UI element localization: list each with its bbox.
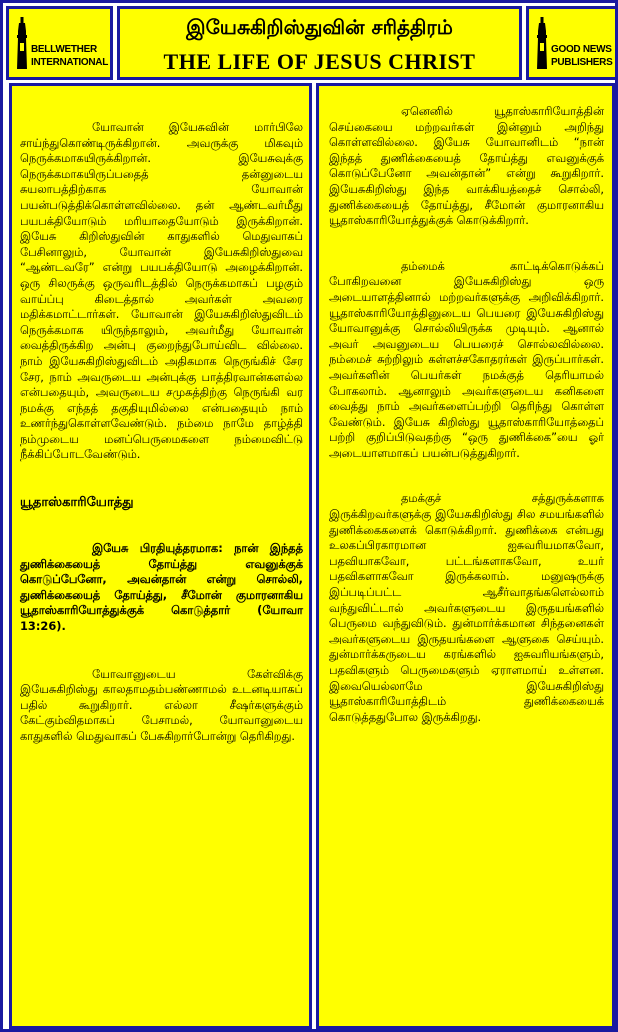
right-column xyxy=(316,83,615,1029)
left-column xyxy=(9,83,312,1029)
page-title-english: THE LIFE OF JESUS CHRIST xyxy=(163,49,476,74)
good-news-logo xyxy=(535,17,612,69)
bellwether-logo xyxy=(15,17,108,69)
section-heading: யூதாஸ்காரியோத்து xyxy=(20,495,134,511)
bell-tower-icon xyxy=(535,17,549,69)
logo-line-1: BELLWETHER xyxy=(31,44,97,55)
logo-line-2: INTERNATIONAL xyxy=(31,57,109,68)
paragraph: யோவானுடைய கேள்விக்கு இயேசுகிறிஸ்து காலதாமதம்பண்ணாமல் உடனடியாகப் பதில் கூறுகிறார். எல்லா சீஷர்களுக்கும் கேட்கும்விதமாகப் பேசாமல், யோவானுடைய காதுகளில் மெதுவாகப் பேசுகிறார்போன்று தெரிகிறது. xyxy=(20,666,303,743)
scripture-quote: இயேசு பிரதியுத்தரமாக: நான் இந்தத் துணிக்கையைத் தோய்த்து எவனுக்குக் கொடுப்பேனோ, அவன்தான் என்று சொல்லி, துணிக்கையைத் தோய்த்து, சீமோன் குமாரனாகிய யூதாஸ்காரியோத்துக்குக் கொடுத்தார் (யோவா 13:26). xyxy=(20,541,303,634)
title-box xyxy=(117,6,522,80)
bell-tower-icon xyxy=(15,17,29,69)
paragraph: தம்மைக் காட்டிக்கொடுக்கப் போகிறவனை இயேசுகிறிஸ்து ஒரு அடையாளத்தினால் மற்றவர்களுக்கு அறிவிக்கிறார். யூதாஸ்காரியோத்தினுடைய பெயரை இயேசுகிறிஸ்து யோவானுக்கு சொல்லியிருக்க முடியும். ஆனால் அவர் அவனுடைய பெயரைச் சொல்லவில்லை. நம்மைச் சுற்றிலும் கள்ளச்சகோதரர்கள் இருப்பார்கள். அவர்களின் பெயர்கள் நமக்குத் தெரியாமல் போகலாம். ஆனாலும் அவர்களுடைய கனிகளை வைத்து நாம் அவர்களைப்பற்றி தெரிந்து கொள்ள வேண்டும். இயேசு கிறிஸ்து யூதாஸ்காரியோத்தைப் பற்றி குறிப்பிடுவதற்கு “ஒரு துணிக்கை”யை ஓர் அடையாளமாகப் பயன்படுத்துகிறார். xyxy=(329,258,604,460)
header xyxy=(6,6,618,80)
paragraph: யோவான் இயேசுவின் மார்பிலே சாய்ந்துகொண்டிருக்கிறான். அவருக்கு மிகவும் நெருக்கமாகயிருக்கிறான். இயேசுவுக்கு நெருக்கமாகயிருப்பதைத் தன்னுடைய சுயலாபத்திற்காக யோவான் பயன்படுத்திக்கொள்ளவில்லை. தன் ஆண்டவர்மீது பயபக்தியோடும் மரியாதையோடும் இருக்கிறான். இயேசு கிறிஸ்துவின் காதுகளில் மெதுவாகப் பேசினாலும், யோவான் இயேசுகிறிஸ்துவை “ஆண்டவரே” என்று பயபக்தியோடு அழைக்கிறான். ஒரு சிலருக்கு ஒருவரிடத்தில் நெருக்கமாகப் பழகும் வாய்ப்பு கிடைத்தால் அவர்கள் அவரை மதிக்கமாட்டார்கள். யோவான் இயேசுகிறிஸ்துவிடம் நெருக்கமாக யிருந்தாலும், அவர்மீது யோவான் வைத்திருக்கிற அன்பு குறைந்துபோய்விட வில்லை. நாம் இயேசுகிறிஸ்துவிடம் அதிகமாக நெருங்கிச் சேர சேர, நாம் அவருடைய அன்புக்கு பாத்திரவான்களல்ல என்பதையும், அவருடைய சமுகத்திற்கு நெருங்கி வர நமக்கு எந்தத் தகுதியுமில்லை என்பதையும் நாம் உணர்ந்துகொள்ளவேண்டும். நம்மை நாமே தாழ்த்தி நம்முடைய மனப்பெருமைகளை நம்மைவிட்டு நீக்கிப்போடவேண்டும். xyxy=(20,120,303,462)
paragraph: ஏனெனில் யூதாஸ்காரியோத்தின் செய்கையை மற்றவர்கள் இன்னும் அறிந்து கொள்ளவில்லை. இயேசு யோவானிடம் “நான் இந்தத் துணிக்கையைத் தோய்த்து எவனுக்குக் கொடுப்பேனோ அவன்தான்” என்று கூறுகிறார். இயேசுகிறிஸ்து இந்த வாக்கியத்தைச் சொல்லி, துணிக்கையைத் தோய்த்து, சீமோன் குமாரனாகிய யூதாஸ்காரியோத்துக்குக் கொடுக்கிறார். xyxy=(329,104,604,228)
paragraph: தமக்குச் சத்துருக்களாக இருக்கிறவர்களுக்கு இயேசுகிறிஸ்து சில சமயங்களில் துணிக்கைகளைக் கொடுக்கிறார். துணிக்கை என்பது உலகப்பிரகாரமான ஐசுவரியமாகவோ, பதவியாகவோ, பட்டங்களாகவோ, உயர் பதவிகளாகவோ இருக்கலாம். மனுஷருக்கு இப்படிப்பட்ட ஆசீர்வாதங்களெல்லாம் வந்துவிட்டால் அவர்களுடைய இருதயங்களில் பெருமை வந்துவிடும். துன்மார்க்கமான சிந்தனைகள் அவர்களுடைய இருதயங்களை ஆளுகை செய்யும். துன்மார்க்கருடைய கரங்களில் ஐசுவரியங்களும், பதவிகளும் பெருமைகளும் ஏராளமாய் உள்ளன. இவையெல்லாமே இயேசுகிறிஸ்து யூதாஸ்காரியோத்திடம் துணிக்கையைக் கொடுத்ததுபோல இருக்கிறது. xyxy=(329,491,604,724)
logo-line-2: PUBLISHERS xyxy=(551,57,613,68)
logo-line-1: GOOD NEWS xyxy=(551,44,612,55)
publisher-logo-right xyxy=(526,6,618,80)
page-title-tamil: இயேசுகிறிஸ்துவின் சரித்திரம் xyxy=(186,15,453,39)
publisher-logo-left xyxy=(6,6,113,80)
